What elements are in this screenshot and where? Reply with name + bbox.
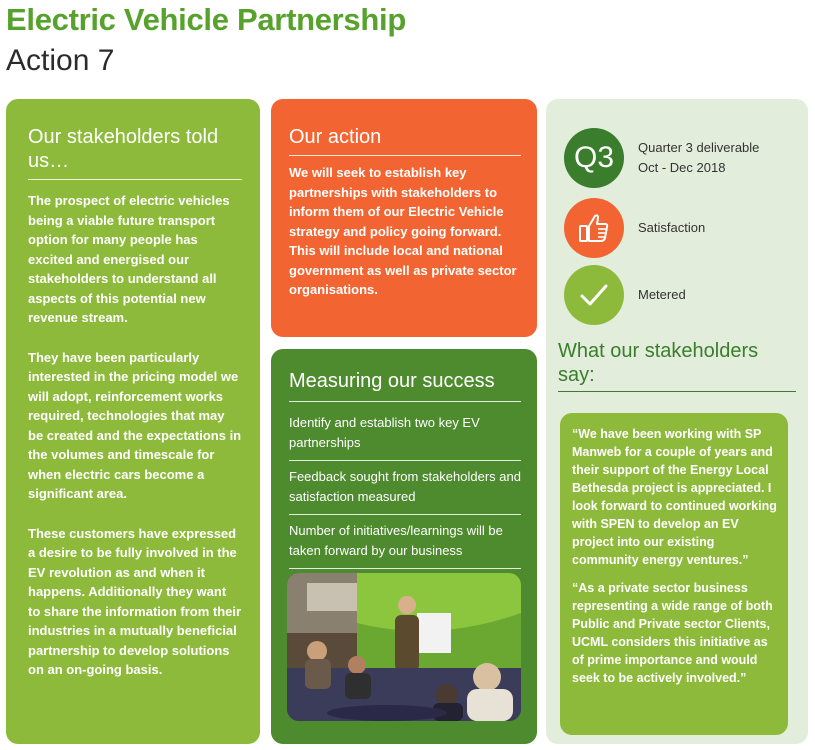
measuring-success-panel xyxy=(271,349,537,744)
page-title: Electric Vehicle Partnership xyxy=(6,2,406,37)
our-action-heading: Our action xyxy=(289,125,521,156)
deliverable-label xyxy=(638,138,759,178)
measuring-success-item: Feedback sought from stakeholders and satisfaction measured xyxy=(289,461,521,515)
stakeholders-told-paragraph: The prospect of electric vehicles being a viable future transport option for many people has excited and energised our stakeholders to understand all aspects of this potential new revenue stream. xyxy=(28,193,230,325)
satisfaction-label: Satisfaction xyxy=(638,220,706,235)
thumbs-up-icon xyxy=(564,198,624,258)
stakeholders-told-body xyxy=(28,191,242,700)
measuring-success-heading: Measuring our success xyxy=(289,369,521,402)
event-photo xyxy=(287,573,521,721)
stakeholders-told-paragraph: They have been particularly interested in the pricing model we will adopt, reinforcement works required, technologies that may be created and the expectations in the volumes and timescale for when electric cars become a significant area. xyxy=(28,349,242,501)
measuring-success-item: Identify and establish two key EV partnerships xyxy=(289,407,521,461)
metered-label: Metered xyxy=(638,287,686,302)
stakeholder-quotes-box xyxy=(560,413,788,735)
stakeholders-told-paragraph: These customers have expressed a desire to be fully involved in the EV revolution as and when it happens. Additionally they want to share the information from their industries in a mutually beneficial partnership to develop solutions on an on-going basis. xyxy=(28,525,242,677)
q3-badge-icon: Q3 xyxy=(564,128,624,188)
stakeholder-quote: “As a private sector business representing a wide range of both Public and Private sector Clients, UCML considers this initiative as of prime importance and would seek to be actively involved.” xyxy=(572,581,773,685)
status-panel xyxy=(546,99,808,744)
measuring-success-item: Number of initiatives/learnings will be taken forward by our business xyxy=(289,515,521,569)
measuring-success-list xyxy=(289,407,521,569)
stakeholders-told-heading: Our stakeholders told us… xyxy=(28,125,242,180)
deliverable-label-line1: Quarter 3 deliverable xyxy=(638,140,760,155)
our-action-body: We will seek to establish key partnerships with stakeholders to inform them of our Electric Vehicle strategy and policy going forward. This will include local and national government as well as private sector organisations. xyxy=(289,165,517,297)
our-action-panel xyxy=(271,99,537,337)
stakeholders-say-heading: What our stakeholders say: xyxy=(558,339,796,392)
deliverable-row xyxy=(564,128,759,188)
checkmark-icon xyxy=(564,265,624,325)
stakeholders-told-panel xyxy=(6,99,260,744)
satisfaction-row xyxy=(564,198,705,258)
event-photo-illustration xyxy=(287,573,521,721)
metered-row xyxy=(564,265,686,325)
stakeholder-quotes xyxy=(572,425,780,697)
stakeholder-quote: “We have been working with SP Manweb for a couple of years and their support of the Energy Local Bethesda project is appreciated. I look forward to continued working with SPEN to develop an EV project into our existing community energy ventures.” xyxy=(572,427,777,567)
deliverable-label-line2: Oct - Dec 2018 xyxy=(638,160,726,175)
page-subtitle: Action 7 xyxy=(6,44,115,77)
